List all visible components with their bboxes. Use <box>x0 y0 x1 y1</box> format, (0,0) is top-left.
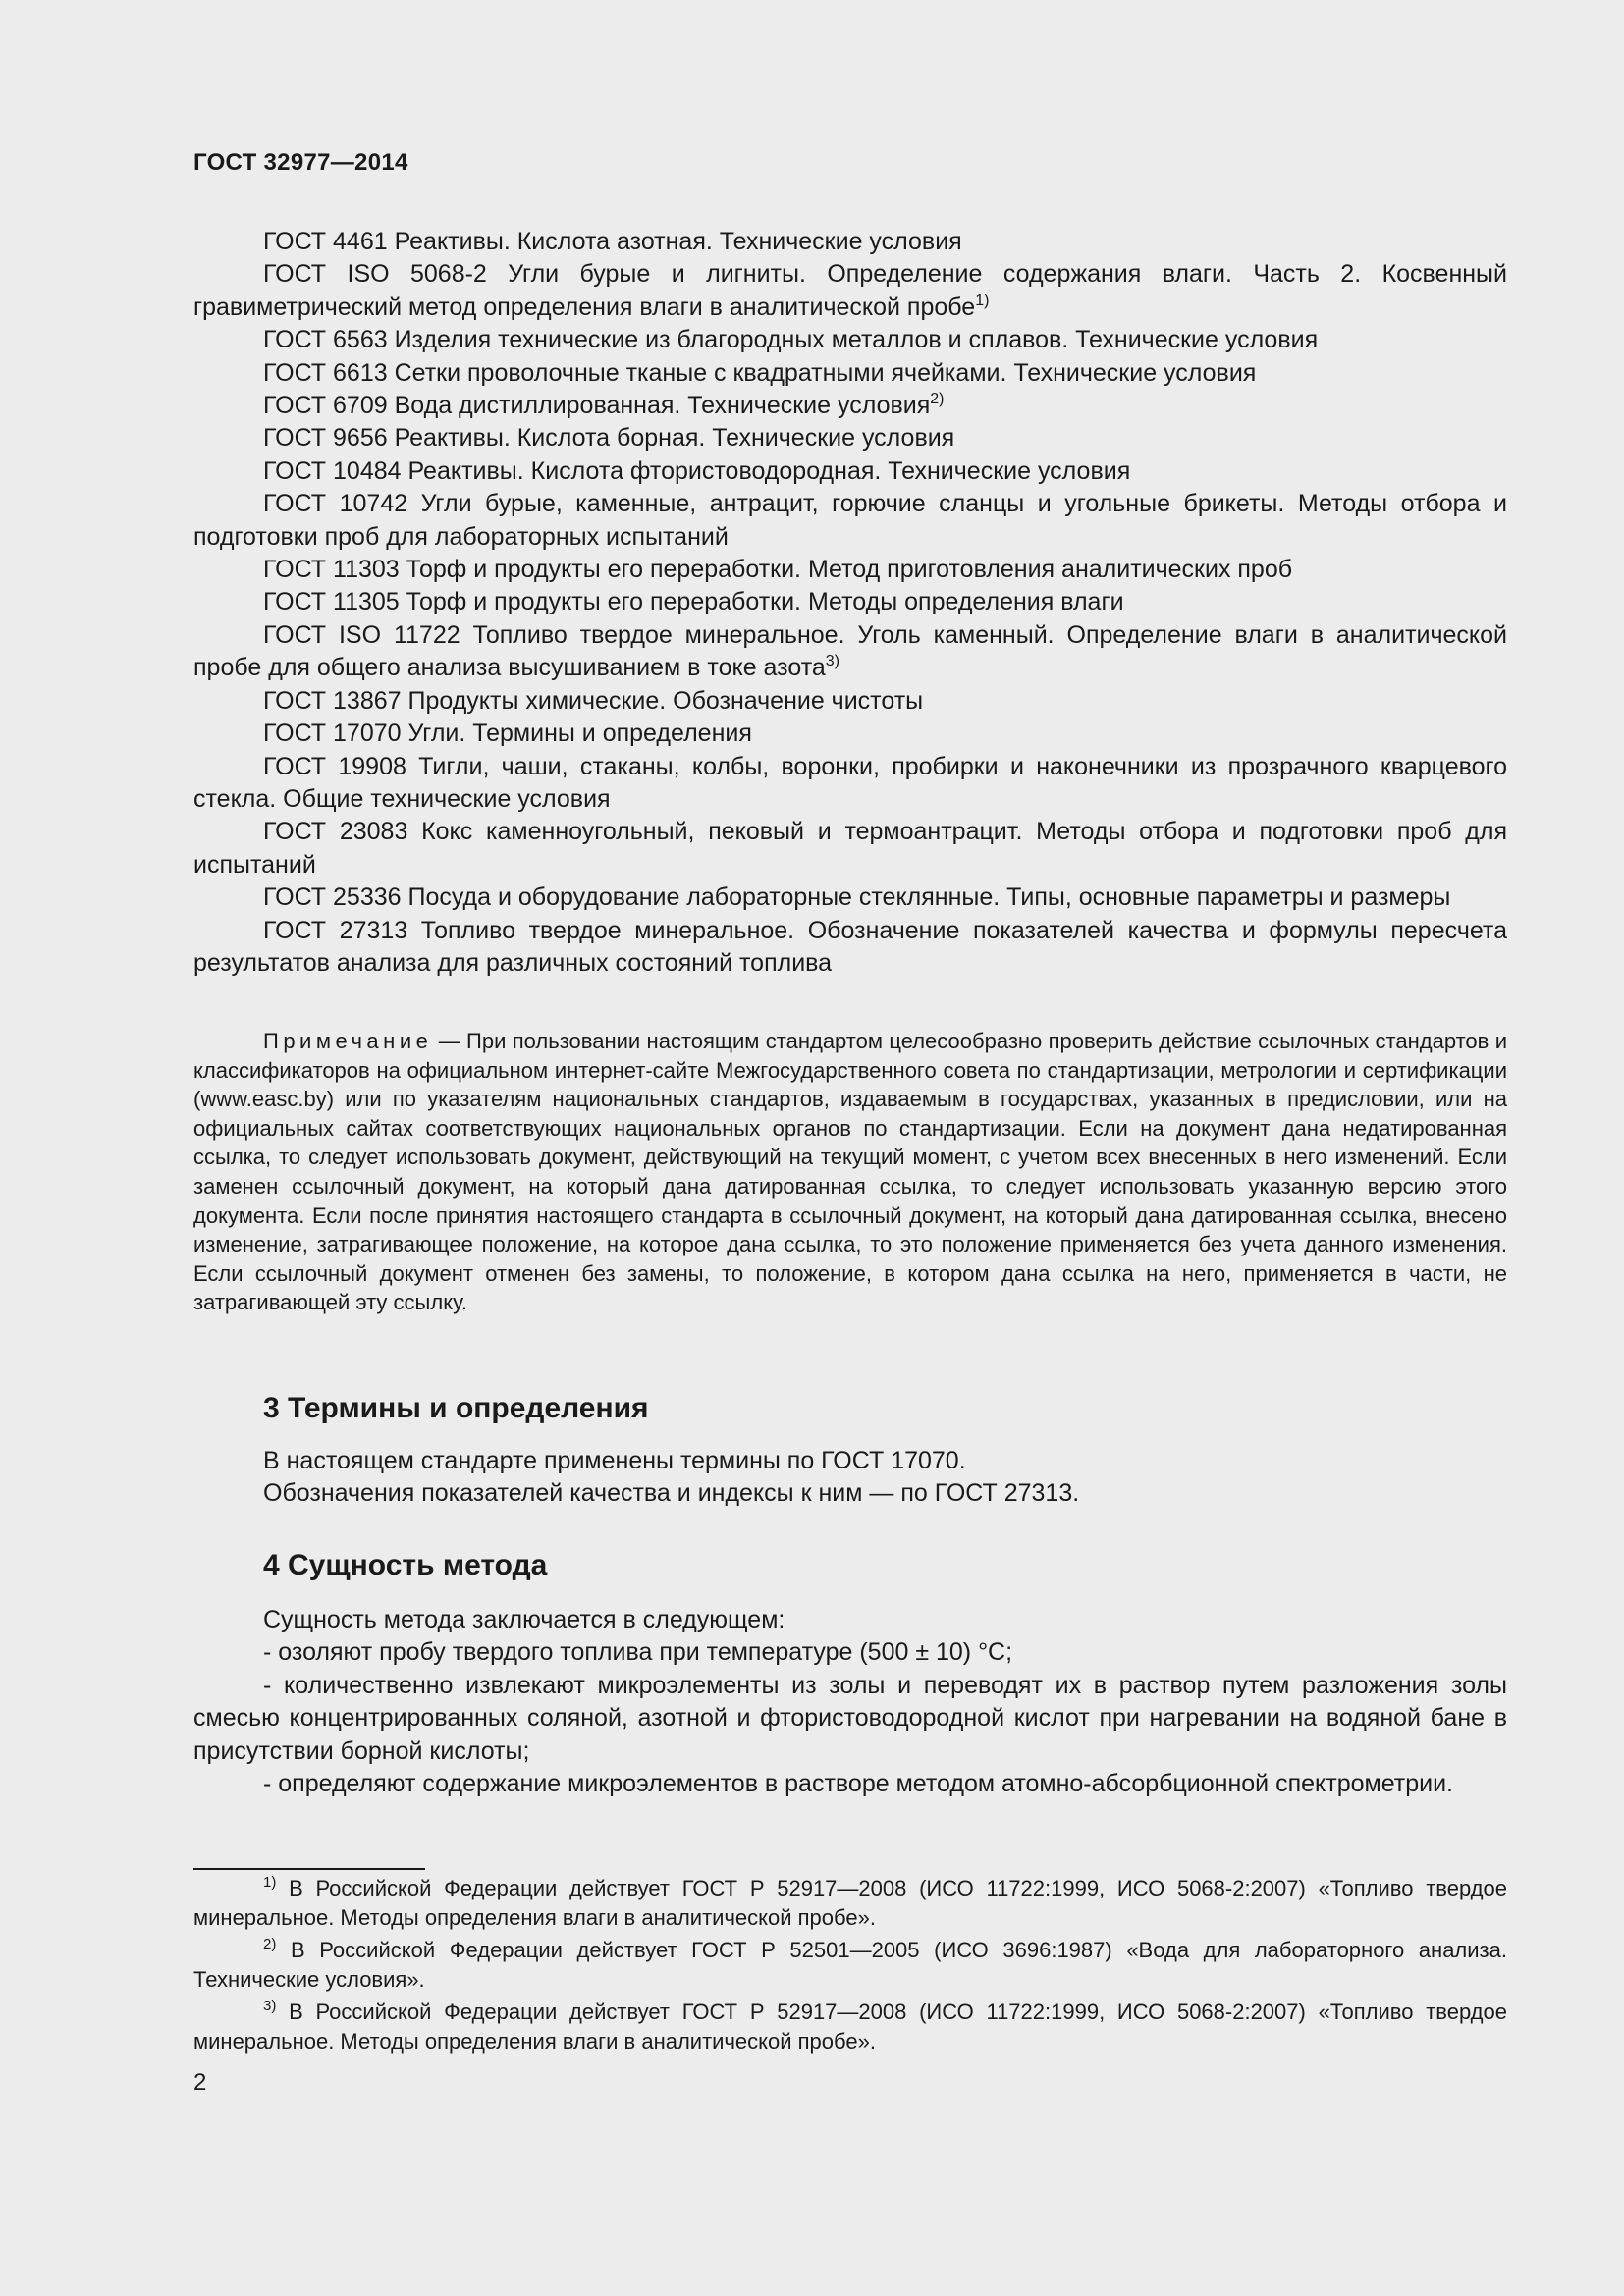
reference-text: ГОСТ ISO 5068-2 Угли бурые и лигниты. Определение содержания влаги. Часть 2. Косвенный гравиметрический метод определения влаги в аналитической пробе <box>193 260 1507 321</box>
reference-item <box>193 488 1507 554</box>
section-4-body <box>193 1604 1507 1800</box>
reference-text: ГОСТ 27313 Топливо твердое минеральное. Обозначение показателей качества и формулы пересчета результатов анализа для различных состояний топлива <box>193 916 1507 977</box>
reference-item <box>193 718 1507 750</box>
reference-text: ГОСТ 4461 Реактивы. Кислота азотная. Технические условия <box>263 228 962 255</box>
section-4-title: 4 Сущность метода <box>263 1549 548 1581</box>
footnote <box>193 1998 1507 2056</box>
footnote-separator <box>193 1868 425 1870</box>
reference-item <box>193 324 1507 356</box>
reference-text: ГОСТ 11305 Торф и продукты его переработки. Методы определения влаги <box>263 588 1124 616</box>
reference-text: ГОСТ 9656 Реактивы. Кислота борная. Технические условия <box>263 424 955 453</box>
footnote-mark: 2) <box>263 1936 277 1953</box>
reference-text: ГОСТ 17070 Угли. Термины и определения <box>263 720 752 748</box>
reference-text: ГОСТ 6709 Вода дистиллированная. Технические условия <box>263 392 931 420</box>
section-3-body <box>193 1445 1507 1511</box>
footnote-text: В Российской Федерации действует ГОСТ Р 52501—2005 (ИСО 3696:1987) «Вода для лабораторного анализа. Технические условия». <box>193 1938 1507 1992</box>
reference-item <box>193 357 1507 390</box>
list-item: - количественно извлекают микроэлементы из золы и переводят их в раствор путем разложения золы смесью концентрированных соляной, азотной и фтористоводородной кислот при нагревании на водяной бане в присутствии борной кислоты; <box>193 1671 1507 1765</box>
reference-text: ГОСТ 6563 Изделия технические из благородных металлов и сплавов. Технические условия <box>263 326 1319 354</box>
reference-item <box>193 619 1507 685</box>
normative-references-list <box>193 226 1507 980</box>
reference-text: ГОСТ 10484 Реактивы. Кислота фтористоводородная. Технические условия <box>263 456 1131 485</box>
footnote-marker: 3) <box>825 653 840 670</box>
page-number: 2 <box>193 2069 207 2096</box>
document-header: ГОСТ 32977—2014 <box>193 149 408 176</box>
reference-text: ГОСТ 6613 Сетки проволочные тканые с квадратными ячейками. Технические условия <box>263 358 1257 387</box>
section-3-title: 3 Термины и определения <box>263 1392 649 1424</box>
reference-item <box>193 586 1507 618</box>
reference-text: ГОСТ 11303 Торф и продукты его переработки. Метод приготовления аналитических проб <box>263 556 1293 584</box>
footnote-text: В Российской Федерации действует ГОСТ Р 52917—2008 (ИСО 11722:1999, ИСО 5068-2:2007) «Топливо твердое минеральное. Методы определения влаги в аналитической пробе». <box>193 2000 1507 2054</box>
reference-item <box>193 422 1507 454</box>
footnotes <box>193 1874 1507 2060</box>
list-item: - озоляют пробу твердого топлива при температуре (500 ± 10) °С; <box>263 1638 1013 1667</box>
paragraph: Сущность метода заключается в следующем: <box>263 1606 785 1633</box>
reference-text: ГОСТ ISO 11722 Топливо твердое минеральное. Уголь каменный. Определение влаги в аналитической пробе для общего анализа высушиванием в токе азота <box>193 620 1507 682</box>
reference-item <box>193 915 1507 981</box>
reference-item <box>193 816 1507 881</box>
paragraph: Обозначения показателей качества и индексы к ним — по ГОСТ 27313. <box>263 1479 1080 1508</box>
note-text: — При пользовании настоящим стандартом целесообразно проверить действие ссылочных стандартов и классификаторов на официальном интернет-сайте Межгосударственного совета по стандартизации, метрологии и сертификации (www.easc.by) или по указателям национальных стандартов, издаваемым в государствах, указанных в предисловии, или на официальных сайтах соответствующих национальных органов по стандартизации. Если на документ дана недатированная ссылка, то следует использовать документ, действующий на текущий момент, с учетом всех внесенных в него изменений. Если заменен ссылочный документ, на который дана датированная ссылка, то следует использовать указанную версию этого документа. Если после принятия настоящего стандарта в ссылочный документ, на который дана датированная ссылка, внесено изменение, затрагивающее положение, на которое дана ссылка, то это положение применяется без учета данного изменения. Если ссылочный документ отменен без замены, то положение, в котором дана ссылка на него, применяется в части, не затрагивающей эту ссылку. <box>193 1029 1507 1315</box>
footnote-text: В Российской Федерации действует ГОСТ Р 52917—2008 (ИСО 11722:1999, ИСО 5068-2:2007) «Топливо твердое минеральное. Методы определения влаги в аналитической пробе». <box>193 1876 1507 1930</box>
paragraph: В настоящем стандарте применены термины по ГОСТ 17070. <box>263 1447 966 1474</box>
reference-item <box>193 554 1507 586</box>
reference-text: ГОСТ 25336 Посуда и оборудование лабораторные стеклянные. Типы, основные параметры и размеры <box>263 883 1451 912</box>
reference-item <box>193 390 1507 422</box>
footnote <box>193 1936 1507 1994</box>
note-paragraph <box>193 1027 1507 1317</box>
reference-item <box>193 881 1507 914</box>
reference-item <box>193 258 1507 324</box>
reference-text: ГОСТ 19908 Тигли, чаши, стаканы, колбы, воронки, пробирки и наконечники из прозрачного кварцевого стекла. Общие технические условия <box>193 752 1507 813</box>
footnote-marker: 2) <box>930 391 945 408</box>
list-item: - определяют содержание микроэлементов в растворе методом атомно-абсорбционной спектрометрии. <box>263 1770 1453 1798</box>
reference-item <box>193 685 1507 718</box>
footnote-marker: 1) <box>975 292 990 309</box>
footnote-mark: 1) <box>263 1874 277 1891</box>
reference-text: ГОСТ 23083 Кокс каменноугольный, пековый и термоантрацит. Методы отбора и подготовки проб для испытаний <box>193 818 1507 879</box>
reference-text: ГОСТ 10742 Угли бурые, каменные, антрацит, горючие сланцы и угольные брикеты. Методы отбора и подготовки проб для лабораторных испытаний <box>193 490 1507 551</box>
footnote <box>193 1874 1507 1932</box>
reference-item <box>193 455 1507 488</box>
note-label: Примечание <box>263 1029 433 1053</box>
reference-item <box>193 226 1507 258</box>
reference-text: ГОСТ 13867 Продукты химические. Обозначение чистоты <box>263 686 924 715</box>
reference-item <box>193 751 1507 817</box>
footnote-mark: 3) <box>263 1998 277 2015</box>
